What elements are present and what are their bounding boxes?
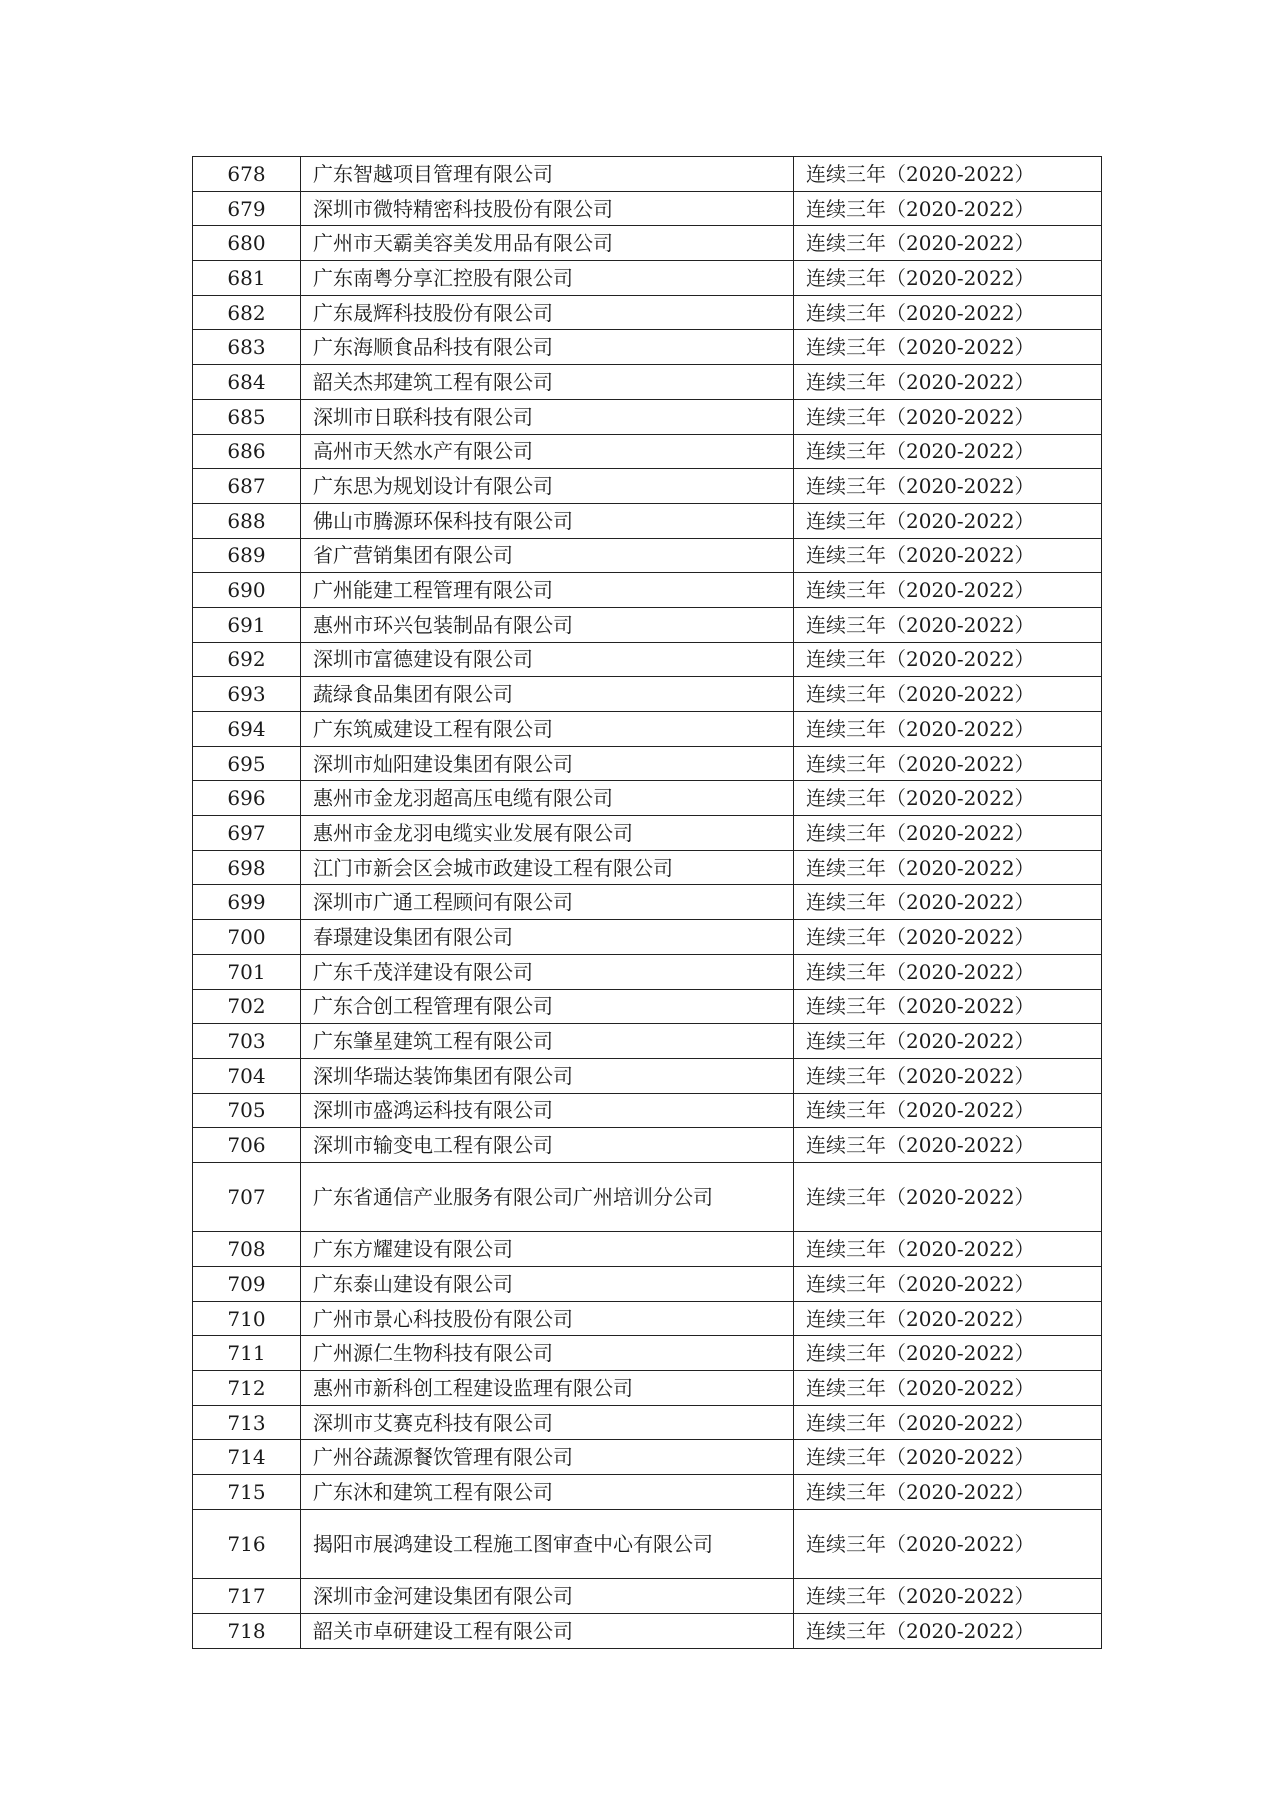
row-number: 681 — [193, 261, 301, 296]
status-text: 连续三年（2020-2022） — [794, 365, 1102, 400]
company-name: 韶关市卓研建设工程有限公司 — [301, 1613, 794, 1648]
row-number: 698 — [193, 850, 301, 885]
company-name: 佛山市腾源环保科技有限公司 — [301, 503, 794, 538]
status-text: 连续三年（2020-2022） — [794, 295, 1102, 330]
company-name: 广东南粤分享汇控股有限公司 — [301, 261, 794, 296]
row-number: 693 — [193, 677, 301, 712]
table-row — [193, 1267, 1102, 1302]
status-text: 连续三年（2020-2022） — [794, 677, 1102, 712]
status-text: 连续三年（2020-2022） — [794, 226, 1102, 261]
row-number: 703 — [193, 1024, 301, 1059]
row-number: 702 — [193, 989, 301, 1024]
company-name: 惠州市环兴包装制品有限公司 — [301, 607, 794, 642]
status-text: 连续三年（2020-2022） — [794, 469, 1102, 504]
company-name: 深圳市输变电工程有限公司 — [301, 1128, 794, 1163]
row-number: 700 — [193, 920, 301, 955]
table-row — [193, 434, 1102, 469]
company-name: 广东肇星建筑工程有限公司 — [301, 1024, 794, 1059]
row-number: 690 — [193, 573, 301, 608]
table-row — [193, 191, 1102, 226]
table-row — [193, 885, 1102, 920]
company-name: 韶关杰邦建筑工程有限公司 — [301, 365, 794, 400]
status-text: 连续三年（2020-2022） — [794, 1475, 1102, 1510]
status-text: 连续三年（2020-2022） — [794, 746, 1102, 781]
status-text: 连续三年（2020-2022） — [794, 1509, 1102, 1578]
table-row — [193, 712, 1102, 747]
table-row — [193, 365, 1102, 400]
status-text: 连续三年（2020-2022） — [794, 434, 1102, 469]
row-number: 692 — [193, 642, 301, 677]
row-number: 712 — [193, 1371, 301, 1406]
status-text: 连续三年（2020-2022） — [794, 1440, 1102, 1475]
company-name: 深圳市盛鸿运科技有限公司 — [301, 1093, 794, 1128]
company-name: 深圳市微特精密科技股份有限公司 — [301, 191, 794, 226]
table-row — [193, 781, 1102, 816]
table-row — [193, 157, 1102, 192]
status-text: 连续三年（2020-2022） — [794, 157, 1102, 192]
row-number: 679 — [193, 191, 301, 226]
company-name: 深圳市日联科技有限公司 — [301, 399, 794, 434]
table-row — [193, 746, 1102, 781]
table-row — [193, 1613, 1102, 1648]
status-text: 连续三年（2020-2022） — [794, 885, 1102, 920]
table-row — [193, 399, 1102, 434]
status-text: 连续三年（2020-2022） — [794, 261, 1102, 296]
status-text: 连续三年（2020-2022） — [794, 642, 1102, 677]
company-name: 深圳市灿阳建设集团有限公司 — [301, 746, 794, 781]
company-name: 广东晟辉科技股份有限公司 — [301, 295, 794, 330]
table-row — [193, 1058, 1102, 1093]
row-number: 694 — [193, 712, 301, 747]
row-number: 680 — [193, 226, 301, 261]
table-row — [193, 607, 1102, 642]
row-number: 687 — [193, 469, 301, 504]
status-text: 连续三年（2020-2022） — [794, 538, 1102, 573]
company-name: 广州能建工程管理有限公司 — [301, 573, 794, 608]
company-name: 江门市新会区会城市政建设工程有限公司 — [301, 850, 794, 885]
row-number: 699 — [193, 885, 301, 920]
row-number: 717 — [193, 1579, 301, 1614]
status-text: 连续三年（2020-2022） — [794, 816, 1102, 851]
company-name: 广东方耀建设有限公司 — [301, 1232, 794, 1267]
status-text: 连续三年（2020-2022） — [794, 330, 1102, 365]
row-number: 709 — [193, 1267, 301, 1302]
status-text: 连续三年（2020-2022） — [794, 1024, 1102, 1059]
row-number: 695 — [193, 746, 301, 781]
table-row — [193, 1128, 1102, 1163]
row-number: 696 — [193, 781, 301, 816]
status-text: 连续三年（2020-2022） — [794, 1232, 1102, 1267]
row-number: 697 — [193, 816, 301, 851]
row-number: 716 — [193, 1509, 301, 1578]
company-name: 广州市天霸美容美发用品有限公司 — [301, 226, 794, 261]
company-name: 广东沐和建筑工程有限公司 — [301, 1475, 794, 1510]
row-number: 685 — [193, 399, 301, 434]
table-row — [193, 1232, 1102, 1267]
status-text: 连续三年（2020-2022） — [794, 954, 1102, 989]
status-text: 连续三年（2020-2022） — [794, 1301, 1102, 1336]
table-row — [193, 677, 1102, 712]
status-text: 连续三年（2020-2022） — [794, 850, 1102, 885]
table-row — [193, 1336, 1102, 1371]
row-number: 678 — [193, 157, 301, 192]
table-row — [193, 1440, 1102, 1475]
row-number: 715 — [193, 1475, 301, 1510]
table-row — [193, 1162, 1102, 1231]
table-row — [193, 920, 1102, 955]
row-number: 688 — [193, 503, 301, 538]
company-name: 广东合创工程管理有限公司 — [301, 989, 794, 1024]
table-row — [193, 816, 1102, 851]
status-text: 连续三年（2020-2022） — [794, 1128, 1102, 1163]
company-name: 惠州市金龙羽电缆实业发展有限公司 — [301, 816, 794, 851]
company-name: 惠州市新科创工程建设监理有限公司 — [301, 1371, 794, 1406]
table-row — [193, 1405, 1102, 1440]
company-name: 惠州市金龙羽超高压电缆有限公司 — [301, 781, 794, 816]
table-row — [193, 1024, 1102, 1059]
company-name: 深圳华瑞达装饰集团有限公司 — [301, 1058, 794, 1093]
row-number: 704 — [193, 1058, 301, 1093]
row-number: 718 — [193, 1613, 301, 1648]
table-row — [193, 330, 1102, 365]
table-row — [193, 1371, 1102, 1406]
table-row — [193, 1301, 1102, 1336]
table-row — [193, 226, 1102, 261]
table-row — [193, 1093, 1102, 1128]
row-number: 707 — [193, 1162, 301, 1231]
status-text: 连续三年（2020-2022） — [794, 191, 1102, 226]
company-name: 广东海顺食品科技有限公司 — [301, 330, 794, 365]
status-text: 连续三年（2020-2022） — [794, 1093, 1102, 1128]
status-text: 连续三年（2020-2022） — [794, 989, 1102, 1024]
status-text: 连续三年（2020-2022） — [794, 1267, 1102, 1302]
company-name: 省广营销集团有限公司 — [301, 538, 794, 573]
status-text: 连续三年（2020-2022） — [794, 781, 1102, 816]
company-name: 广东千茂洋建设有限公司 — [301, 954, 794, 989]
status-text: 连续三年（2020-2022） — [794, 1058, 1102, 1093]
status-text: 连续三年（2020-2022） — [794, 1405, 1102, 1440]
row-number: 713 — [193, 1405, 301, 1440]
row-number: 705 — [193, 1093, 301, 1128]
company-name: 广东智越项目管理有限公司 — [301, 157, 794, 192]
company-name: 春璟建设集团有限公司 — [301, 920, 794, 955]
table-row — [193, 261, 1102, 296]
table-row — [193, 538, 1102, 573]
table-row — [193, 1475, 1102, 1510]
row-number: 714 — [193, 1440, 301, 1475]
table-row — [193, 295, 1102, 330]
company-name: 广东泰山建设有限公司 — [301, 1267, 794, 1302]
row-number: 701 — [193, 954, 301, 989]
row-number: 682 — [193, 295, 301, 330]
company-name: 广东思为规划设计有限公司 — [301, 469, 794, 504]
company-name: 揭阳市展鸿建设工程施工图审查中心有限公司 — [301, 1509, 794, 1578]
company-name: 高州市天然水产有限公司 — [301, 434, 794, 469]
company-name: 广东筑威建设工程有限公司 — [301, 712, 794, 747]
company-name: 深圳市富德建设有限公司 — [301, 642, 794, 677]
status-text: 连续三年（2020-2022） — [794, 920, 1102, 955]
table-row — [193, 989, 1102, 1024]
table-row — [193, 503, 1102, 538]
row-number: 684 — [193, 365, 301, 400]
status-text: 连续三年（2020-2022） — [794, 399, 1102, 434]
row-number: 708 — [193, 1232, 301, 1267]
status-text: 连续三年（2020-2022） — [794, 712, 1102, 747]
status-text: 连续三年（2020-2022） — [794, 1579, 1102, 1614]
company-name: 广州源仁生物科技有限公司 — [301, 1336, 794, 1371]
company-name: 广州市景心科技股份有限公司 — [301, 1301, 794, 1336]
status-text: 连续三年（2020-2022） — [794, 573, 1102, 608]
row-number: 710 — [193, 1301, 301, 1336]
table-row — [193, 954, 1102, 989]
table-body — [193, 157, 1102, 1649]
row-number: 691 — [193, 607, 301, 642]
row-number: 689 — [193, 538, 301, 573]
status-text: 连续三年（2020-2022） — [794, 1336, 1102, 1371]
status-text: 连续三年（2020-2022） — [794, 1371, 1102, 1406]
company-name: 深圳市艾赛克科技有限公司 — [301, 1405, 794, 1440]
row-number: 686 — [193, 434, 301, 469]
table-row — [193, 642, 1102, 677]
company-name: 广州谷蔬源餐饮管理有限公司 — [301, 1440, 794, 1475]
company-name: 深圳市金河建设集团有限公司 — [301, 1579, 794, 1614]
table-row — [193, 573, 1102, 608]
company-name: 蔬绿食品集团有限公司 — [301, 677, 794, 712]
row-number: 683 — [193, 330, 301, 365]
status-text: 连续三年（2020-2022） — [794, 1162, 1102, 1231]
status-text: 连续三年（2020-2022） — [794, 503, 1102, 538]
company-list-table — [192, 156, 1102, 1649]
row-number: 711 — [193, 1336, 301, 1371]
table-row — [193, 1509, 1102, 1578]
table-row — [193, 469, 1102, 504]
status-text: 连续三年（2020-2022） — [794, 607, 1102, 642]
table-row — [193, 850, 1102, 885]
table-row — [193, 1579, 1102, 1614]
company-name: 深圳市广通工程顾问有限公司 — [301, 885, 794, 920]
company-name: 广东省通信产业服务有限公司广州培训分公司 — [301, 1162, 794, 1231]
status-text: 连续三年（2020-2022） — [794, 1613, 1102, 1648]
row-number: 706 — [193, 1128, 301, 1163]
